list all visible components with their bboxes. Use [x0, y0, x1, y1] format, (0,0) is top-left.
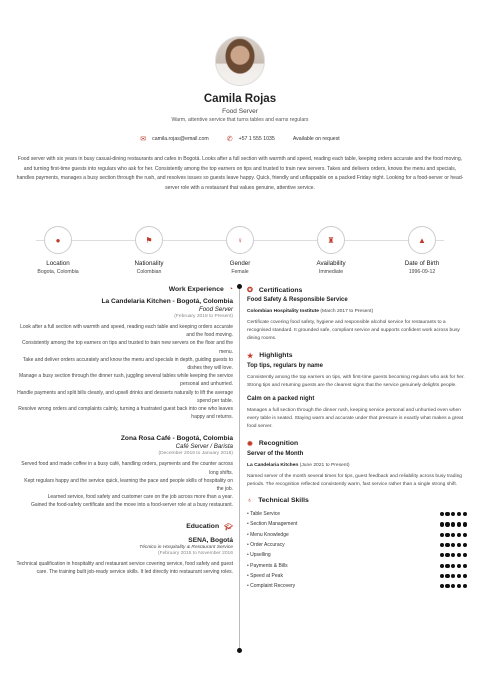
skill-name: • Complaint Recovery — [247, 583, 295, 589]
fact-nationality — [111, 226, 187, 275]
skills-section — [247, 497, 467, 591]
job-line: Learned service, food safety and customer care on the job across more than a year. — [47, 494, 233, 501]
recognition-section — [247, 440, 467, 489]
phone-icon: ✆ — [226, 136, 233, 143]
phone-text: +57 1 555 1035 — [238, 136, 275, 142]
skill-dot — [457, 553, 461, 557]
skill-dot — [445, 512, 449, 516]
certifications-heading: ✪ Certifications — [247, 286, 303, 294]
skill-level — [438, 574, 467, 578]
fact-date-of-birth — [384, 226, 460, 275]
work-experience-heading: Work Experience ◔ — [168, 286, 233, 293]
skill-dot — [463, 564, 467, 568]
timeline-start-dot — [237, 284, 242, 289]
skill-level — [438, 522, 467, 526]
skill-dot — [463, 522, 467, 526]
star-icon: ★ — [247, 352, 254, 360]
fact-availability — [293, 226, 369, 275]
person-icon: ♀ — [226, 226, 254, 254]
job-company: Zona Rosa Café - Bogotá, Colombia — [120, 435, 233, 443]
contact-email[interactable] — [140, 135, 208, 143]
certifications-section — [247, 286, 467, 344]
skill-dot — [457, 512, 461, 516]
skill-dot — [440, 512, 444, 516]
skill-name: • Upselling — [247, 552, 271, 558]
fact-value: 1996-09-12 — [408, 269, 436, 275]
skill-dot — [451, 564, 455, 568]
skill-level — [438, 543, 467, 547]
job-line: Handle payments and split bills cleanly, and upsell drinks and desserts naturally to lift the average spend per table. — [17, 389, 233, 404]
skill-dot — [463, 584, 467, 588]
skill-dot — [440, 553, 444, 557]
skill-name: • Payments & Bills — [247, 563, 288, 569]
highlight-heading: Calm on a packed night — [247, 396, 315, 403]
job-entry — [16, 435, 233, 509]
skill-dot — [457, 543, 461, 547]
skill-dot — [463, 574, 467, 578]
skill-dot — [457, 522, 461, 526]
certification-name: Food Safety & Responsible Service — [247, 297, 348, 303]
envelope-icon: ✉ — [140, 136, 147, 143]
job-line: Gained the food-safety certificate and the move into a food-server role at a busy restaurant. — [30, 502, 233, 509]
skill-dot — [457, 584, 461, 588]
education-dates: (February 2015 to November 2016 — [157, 550, 233, 556]
job-description — [16, 323, 233, 421]
highlight-description: Manages a full section through the dinner rush, keeping service personal and unhurried even when every table is seated. Staying warm and accurate under that pressure is exactly what makes a great food server. — [247, 408, 464, 430]
fact-label: Nationality — [134, 260, 164, 267]
skill-level — [438, 553, 467, 557]
education-school: SENA, Bogotá — [188, 536, 233, 544]
job-line: Consistently among the top earners on tips and trusted to train new servers on the floor and the menu. — [22, 340, 233, 355]
recognition-title: Server of the Month — [247, 450, 304, 457]
skill-dot — [445, 522, 449, 526]
skill-dot — [445, 574, 449, 578]
skill-dot — [463, 533, 467, 537]
skill-dot — [445, 584, 449, 588]
flag-icon: ⚑ — [135, 226, 163, 254]
skill-row — [247, 530, 467, 540]
skill-row — [247, 509, 467, 519]
fact-location — [20, 226, 96, 275]
job-line: Manage a busy section through the dinner rush, juggling several tables while keeping the service personal and unhurried. — [18, 373, 233, 388]
location-pin-icon: ● — [44, 226, 72, 254]
skill-row — [247, 571, 467, 581]
job-dates: (February 2018 to Present) — [174, 314, 233, 319]
medal-icon: ✹ — [247, 440, 253, 448]
certification-description: Certificate covering food safety, hygiene and responsible alcohol service for restaurants to a recognised standard. It grounded safe, compliant service and supports confident work across busy dining rooms. — [247, 320, 460, 342]
skill-level — [438, 584, 467, 588]
skill-level — [438, 533, 467, 537]
fact-value: Bogota, Colombia — [37, 269, 79, 275]
skill-dot — [451, 522, 455, 526]
skill-dot — [440, 522, 444, 526]
skill-dot — [457, 574, 461, 578]
skill-dot — [463, 543, 467, 547]
job-line: Take and deliver orders accurately and know the menu and specials in depth, guiding guests to dishes they will love. — [22, 356, 233, 372]
job-dates: (December 2016 to January 2018) — [158, 451, 233, 457]
job-role: Café Server / Barista — [175, 443, 233, 451]
left-column — [16, 286, 233, 576]
education-heading: Education 🎓︎ — [186, 523, 233, 531]
skill-dot — [463, 512, 467, 516]
skill-name: • Speed at Peak — [247, 573, 283, 579]
skill-dot — [445, 564, 449, 568]
profile-summary: Food server with six years in busy casual-dining restaurants and cafes in Bogotá. Looks after a full section with warmth and speed, reading each table, keeping orders accurate and the food moving, and turning first-time guests into regulars who ask for her. Consistently among the top earners on tips and trusted to train new servers. Takes and delivers orders, knows the menu and specials, handles payments, manages a busy section through the rush, and resolves issues so guests leave happy. Quick, friendly and unflappable on a packed Friday night. Looking for a food-server or head-server role with a restaurant that values genuine, attentive service. — [16, 156, 464, 191]
recognition-org: La Candelaria Kitchen (June 2021 to Present) — [247, 462, 350, 468]
certificate-icon: ✪ — [247, 287, 253, 294]
fact-label: Date of Birth — [404, 260, 440, 267]
skill-row — [247, 550, 467, 560]
skill-dot — [457, 564, 461, 568]
award-icon: ♁ — [247, 497, 253, 505]
highlight-heading: Top tips, regulars by name — [247, 362, 323, 369]
skill-dot — [463, 553, 467, 557]
skill-dot — [440, 574, 444, 578]
job-company: La Candelaria Kitchen - Bogotá, Colombia — [101, 298, 233, 305]
skill-dot — [445, 553, 449, 557]
skills-heading: ♁ Technical Skills — [247, 497, 309, 505]
email-text: camila.rojas@email.com — [152, 136, 209, 142]
contact-phone[interactable] — [227, 135, 275, 143]
recognition-heading: ✹ Recognition — [247, 440, 299, 448]
skill-dot — [440, 564, 444, 568]
contact-bar — [0, 135, 480, 143]
candidate-tagline: Warm, attentive service that turns tables and earns regulars — [171, 117, 309, 123]
skill-dot — [445, 543, 449, 547]
recognition-description: Named server of the month several times for tips, guest feedback and reliability across busy trading periods. The recognition reflected consistently warm, fast service rather than a single strong shift. — [247, 473, 463, 487]
skill-dot — [440, 533, 444, 537]
education-degree: Técnico in Hospitality & Restaurant Service — [139, 544, 233, 550]
education-description: Technical qualification in hospitality and restaurant service covering service, food safety and guest care. The training built job-ready service skills. It led directly into restaurant serving roles. — [16, 560, 233, 575]
timeline-divider — [239, 287, 240, 650]
fact-label: Availability — [316, 260, 346, 267]
profile-photo — [215, 36, 265, 86]
highlights-section — [247, 352, 467, 432]
cake-icon: ▲ — [408, 226, 436, 254]
skill-row — [247, 561, 467, 571]
skill-row — [247, 581, 467, 591]
fact-value: Female — [231, 269, 249, 275]
graduation-cap-icon: 🎓︎ — [224, 523, 233, 531]
skill-dot — [451, 553, 455, 557]
skill-dot — [451, 584, 455, 588]
job-line: Look after a full section with warmth and speed, reading each table and keeping orders accurate and the food moving. — [20, 324, 233, 339]
fact-value: Immediate — [318, 269, 344, 275]
timeline-end-dot — [237, 648, 242, 653]
skill-row — [247, 519, 467, 529]
skills-list — [247, 509, 467, 591]
skill-dot — [440, 543, 444, 547]
fact-gender — [202, 226, 278, 275]
clock-icon: ◔ — [228, 286, 233, 293]
job-entry — [16, 298, 233, 421]
job-line: Kept regulars happy and the service quick, learning the pace and people skills of hospitality on the job. — [24, 477, 233, 493]
skill-name: • Menu Knowledge — [247, 532, 289, 538]
skill-dot — [451, 543, 455, 547]
candidate-role: Food Server — [222, 108, 258, 115]
certification-org: Colombian Hospitality Institute (March 2017 to Present) — [247, 309, 374, 314]
chess-rook-icon: ♜ — [317, 226, 345, 254]
skill-dot — [445, 533, 449, 537]
skill-dot — [440, 584, 444, 588]
job-line: Resolve wrong orders and complaints calmly, turning a frustrated guest back into one who leaves happy and returns. — [18, 406, 233, 421]
skill-level — [438, 564, 467, 568]
skill-name: • Section Management — [247, 521, 297, 527]
highlight-description: Consistently among the top earners on tips, with first-time guests becoming regulars who ask for her. Strong tips and returning guests are the clearest signs that the service genuinely delights people. — [247, 374, 465, 388]
job-description — [16, 460, 233, 509]
skill-level — [438, 512, 467, 516]
skill-dot — [457, 533, 461, 537]
fact-label: Gender — [229, 260, 251, 267]
fact-value: Colombian — [136, 269, 162, 275]
skill-name: • Table Service — [247, 511, 280, 517]
skill-dot — [451, 533, 455, 537]
skill-row — [247, 540, 467, 550]
skill-name: • Order Accuracy — [247, 542, 285, 548]
contact-availability — [293, 136, 340, 142]
candidate-name: Camila Rojas — [203, 93, 277, 105]
job-line: Served food and made coffee in a busy café, handling orders, payments and the counter across long shifts. — [21, 461, 233, 476]
skill-dot — [451, 512, 455, 516]
highlights-heading: ★ Highlights — [247, 352, 293, 360]
availability-text: Available on request — [292, 136, 340, 142]
fact-label: Location — [46, 260, 70, 267]
skill-dot — [451, 574, 455, 578]
right-column — [247, 286, 467, 591]
job-role: Food Server — [198, 306, 233, 313]
